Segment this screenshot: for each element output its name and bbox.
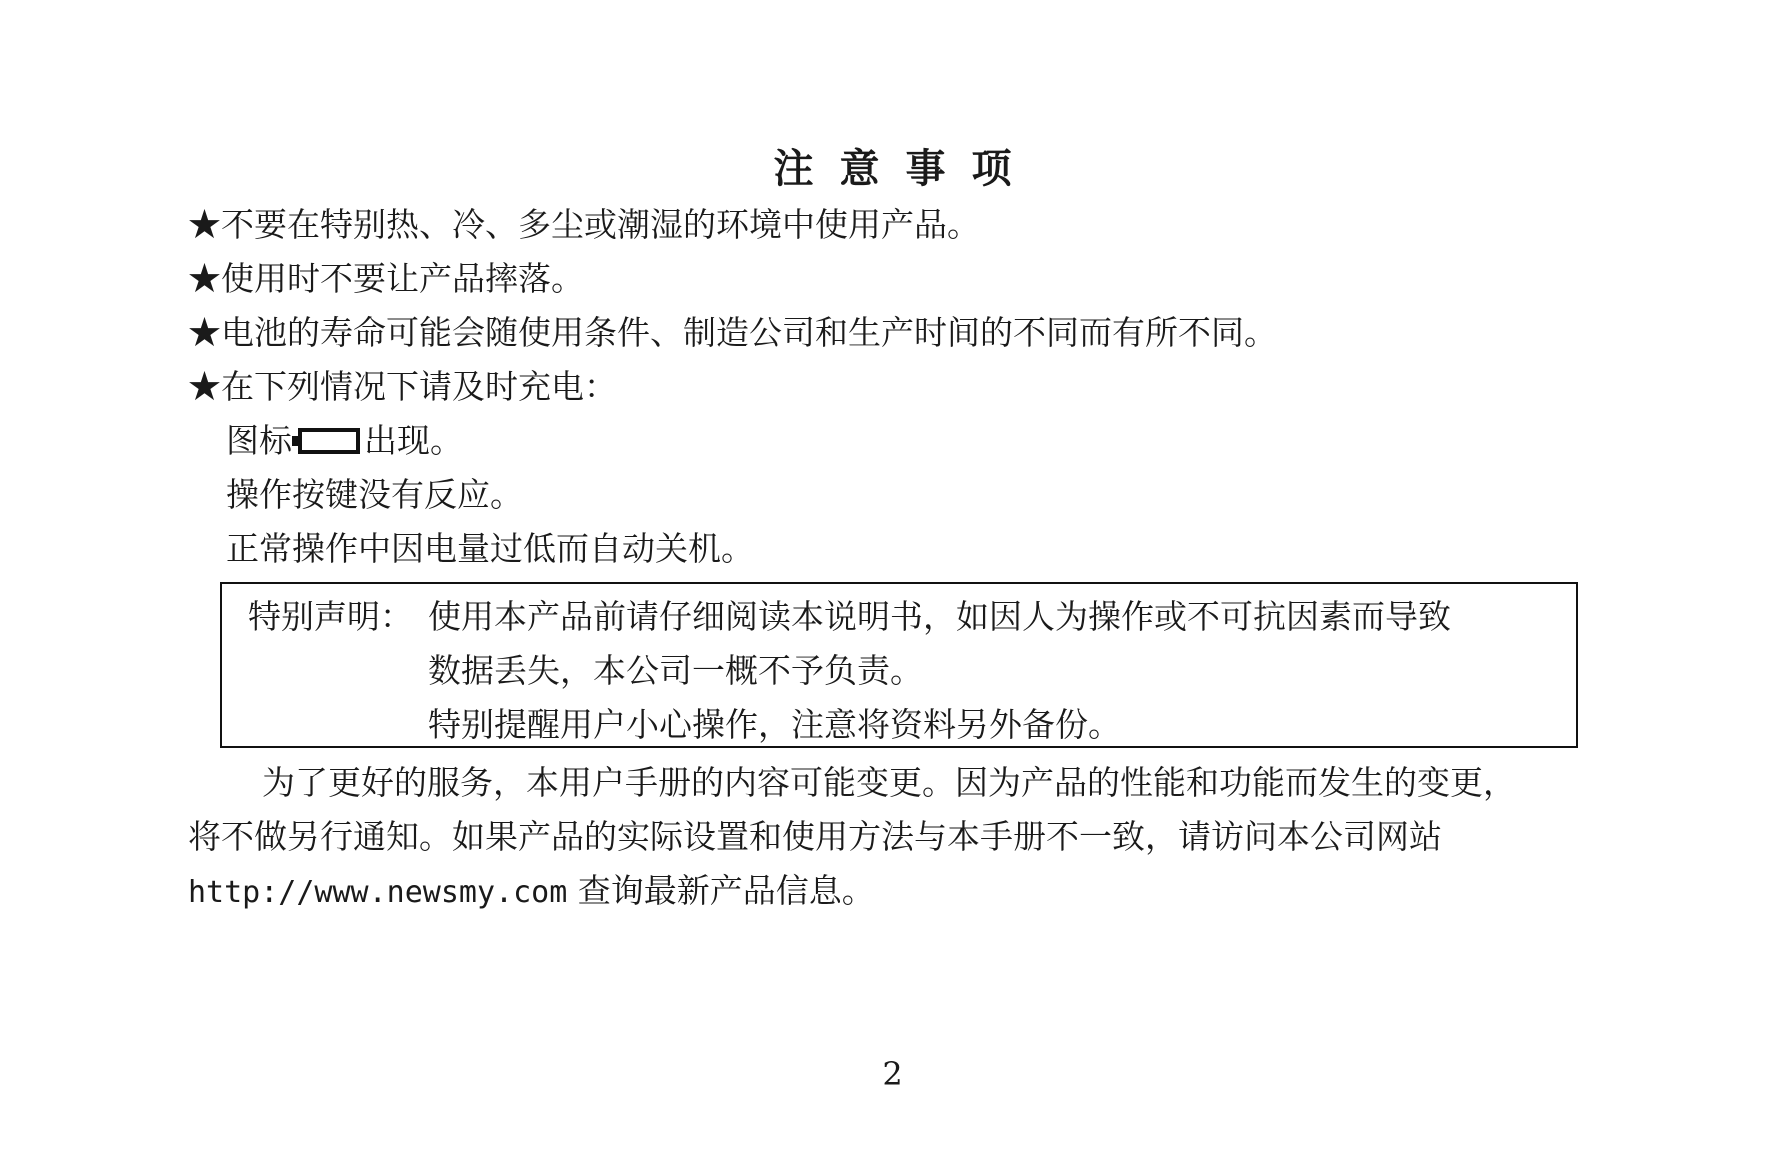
page-title: 注意事项 — [773, 145, 1038, 192]
bullet-item-battery-life: ★电池的寿命可能会随使用条件、制造公司和生产时间的不同而有所不同。 — [188, 313, 1277, 352]
bullet-item-drop: ★使用时不要让产品摔落。 — [188, 259, 584, 298]
bullet-item-charge: ★在下列情况下请及时充电： — [188, 367, 617, 406]
sub-item-icon-suffix: 出现。 — [364, 421, 463, 460]
website-url: http://www.newsmy.com — [188, 875, 568, 910]
bullet-item-environment: ★不要在特别热、冷、多尘或潮湿的环境中使用产品。 — [188, 205, 980, 244]
notice-label: 特别声明： — [248, 597, 413, 636]
sub-item-keys: 操作按键没有反应。 — [226, 475, 523, 514]
battery-empty-icon — [298, 428, 360, 454]
notice-line-2: 数据丢失，本公司一概不予负责。 — [428, 651, 923, 690]
notice-line-1: 使用本产品前请仔细阅读本说明书，如因人为操作或不可抗因素而导致 — [428, 597, 1451, 636]
sub-item-battery-icon — [226, 414, 463, 468]
page-number: 2 — [882, 1055, 903, 1093]
paragraph-line-2: 将不做另行通知。如果产品的实际设置和使用方法与本手册不一致，请访问本公司网站 — [188, 817, 1442, 856]
notice-line-3: 特别提醒用户小心操作，注意将资料另外备份。 — [428, 705, 1121, 744]
paragraph-line-3 — [188, 864, 875, 920]
paragraph-line-3-text: 查询最新产品信息。 — [567, 871, 875, 910]
sub-item-auto-shutdown: 正常操作中因电量过低而自动关机。 — [226, 529, 754, 568]
special-notice-box — [220, 582, 1578, 748]
sub-item-icon-prefix: 图标 — [226, 421, 292, 460]
battery-tip — [292, 436, 299, 446]
paragraph-line-1: 为了更好的服务，本用户手册的内容可能变更。因为产品的性能和功能而发生的变更， — [262, 763, 1516, 802]
